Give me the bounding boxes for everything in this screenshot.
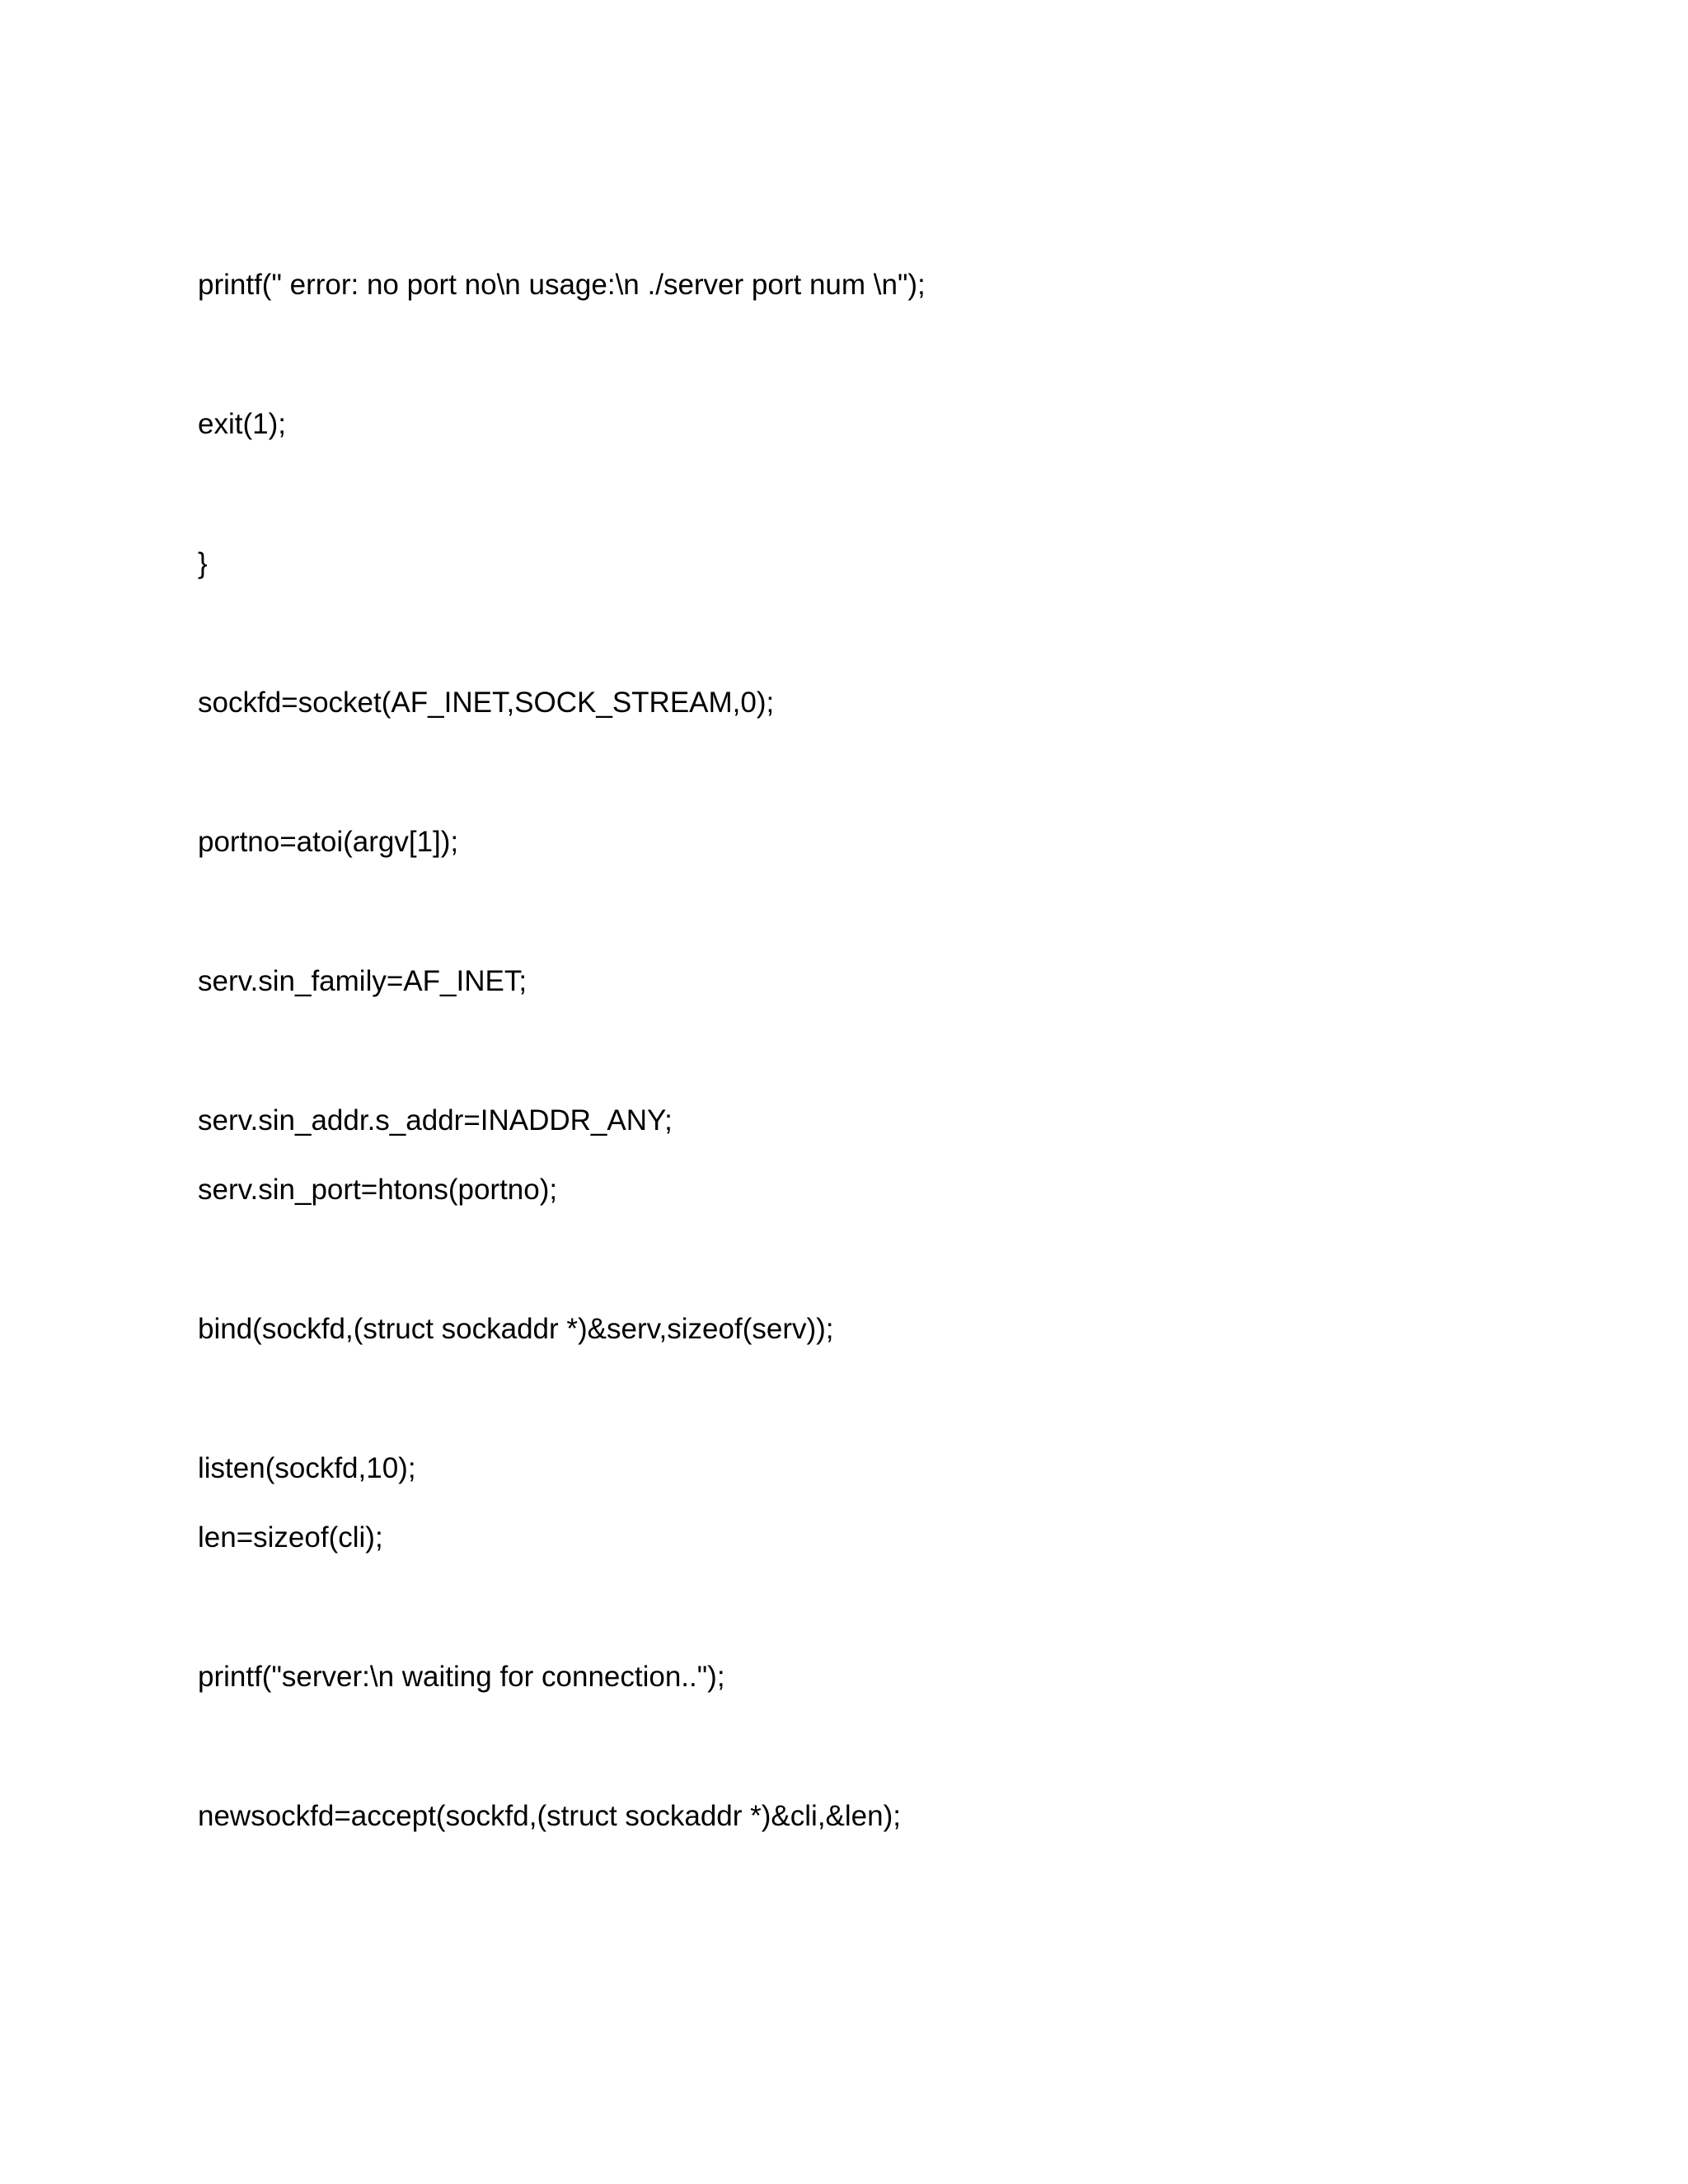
code-line-exit: exit(1); [198,408,286,440]
code-line-sin-family: serv.sin_family=AF_INET; [198,965,528,997]
code-line-len: len=sizeof(cli); [198,1521,383,1554]
code-line-bind: bind(sockfd,(struct sockaddr *)&serv,sizeof(serv)); [198,1313,834,1345]
code-line-listen: listen(sockfd,10); [198,1452,416,1484]
code-line-closing-brace: } [198,547,208,579]
code-line-printf-error: printf(" error: no port no\n usage:\n ./server port num \n"); [198,269,926,301]
code-line-sin-addr: serv.sin_addr.s_addr=INADDR_ANY; [198,1104,673,1137]
code-line-sin-port: serv.sin_port=htons(portno); [198,1174,558,1206]
code-line-portno: portno=atoi(argv[1]); [198,826,459,858]
code-line-socket: sockfd=socket(AF_INET,SOCK_STREAM,0); [198,687,775,719]
code-line-accept: newsockfd=accept(sockfd,(struct sockaddr *)&cli,&len); [198,1800,901,1832]
code-line-printf-waiting: printf("server:\n waiting for connection.."); [198,1661,725,1693]
